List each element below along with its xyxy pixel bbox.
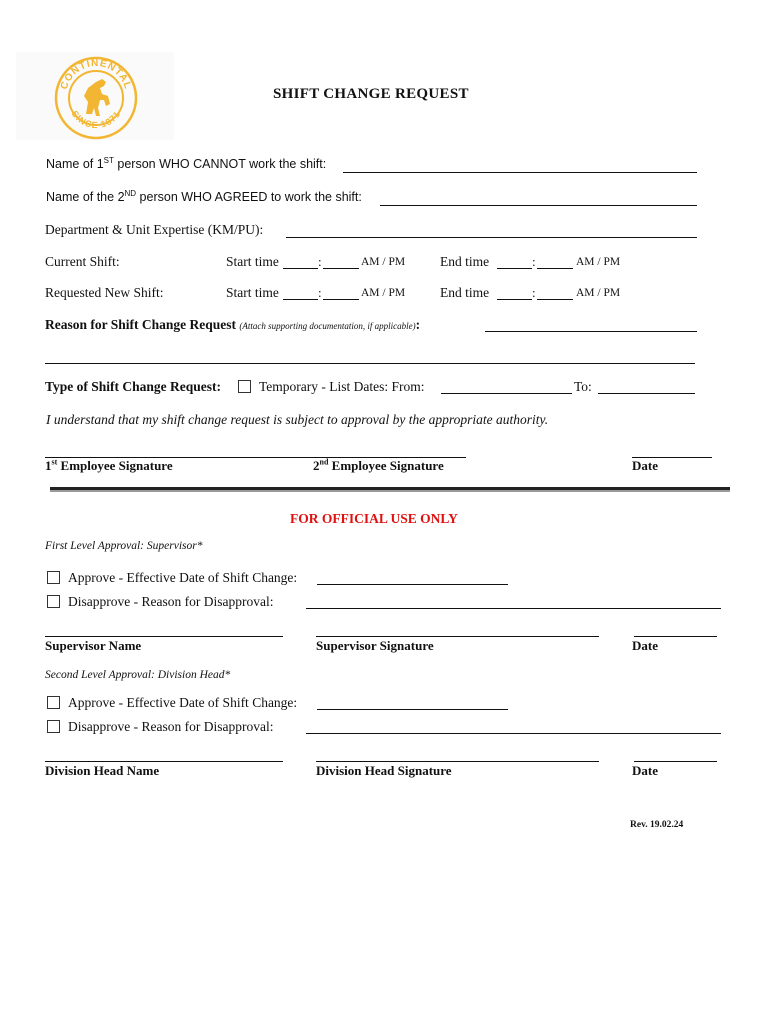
supervisor-name-line[interactable]: [45, 636, 283, 637]
division-head-signature-line[interactable]: [316, 761, 599, 762]
requested-end-label: End time: [440, 285, 490, 300]
acknowledgement-text: I understand that my shift change request is subject to approval by the appropriate authority.: [46, 412, 549, 427]
second-person-name-field[interactable]: [380, 205, 697, 206]
official-use-heading: FOR OFFICIAL USE ONLY: [290, 511, 458, 526]
division-head-date-line[interactable]: [634, 761, 717, 762]
to-date-field[interactable]: [598, 393, 695, 394]
temporary-checkbox[interactable]: [238, 380, 251, 393]
first-disapproval-reason-field[interactable]: [306, 608, 721, 609]
division-head-signature-label: Division Head Signature: [316, 763, 452, 778]
type-label: Type of Shift Change Request:: [45, 379, 222, 394]
reason-label: Reason for Shift Change Request (Attach supporting documentation, if applicable):: [45, 317, 421, 332]
page-title: SHIFT CHANGE REQUEST: [273, 86, 469, 102]
second-employee-signature-label: 2nd Employee Signature: [313, 457, 444, 473]
logo-bottom-text: SINCE 1871: [69, 108, 123, 131]
supervisor-signature-label: Supervisor Signature: [316, 638, 434, 653]
second-person-label: Name of the 2ND person WHO AGREED to work the shift:: [46, 188, 362, 204]
current-start-hour-field[interactable]: [283, 268, 318, 269]
requested-start-hour-field[interactable]: [283, 299, 318, 300]
reason-field[interactable]: [485, 331, 697, 332]
first-approve-checkbox[interactable]: [47, 571, 60, 584]
second-effective-date-field[interactable]: [317, 709, 508, 710]
first-person-name-field[interactable]: [343, 172, 697, 173]
current-start-minute-field[interactable]: [323, 268, 359, 269]
time-colon: :: [532, 285, 536, 300]
section-divider-shadow: [50, 490, 730, 492]
current-shift-label: Current Shift:: [45, 254, 120, 269]
current-end-ampm[interactable]: AM / PM: [576, 256, 621, 268]
department-field[interactable]: [286, 237, 697, 238]
requested-end-hour-field[interactable]: [497, 299, 532, 300]
current-start-ampm[interactable]: AM / PM: [361, 256, 406, 268]
second-disapprove-label: Disapprove - Reason for Disapproval:: [68, 719, 274, 734]
department-label: Department & Unit Expertise (KM/PU):: [45, 222, 264, 237]
current-end-label: End time: [440, 254, 490, 269]
time-colon: :: [318, 254, 322, 269]
second-disapproval-reason-field[interactable]: [306, 733, 721, 734]
requested-start-minute-field[interactable]: [323, 299, 359, 300]
requested-end-minute-field[interactable]: [537, 299, 573, 300]
company-logo: [16, 52, 174, 140]
to-label: To:: [574, 379, 592, 394]
employee-date-label: Date: [632, 458, 658, 473]
current-end-minute-field[interactable]: [537, 268, 573, 269]
from-date-field[interactable]: [441, 393, 572, 394]
time-colon: :: [318, 285, 322, 300]
requested-shift-label: Requested New Shift:: [45, 285, 164, 300]
reason-field-line-2[interactable]: [45, 363, 695, 364]
logo-emblem: [16, 52, 174, 140]
time-colon: :: [532, 254, 536, 269]
requested-start-label: Start time: [226, 285, 279, 300]
second-approve-checkbox[interactable]: [47, 696, 60, 709]
first-person-label: Name of 1ST person WHO CANNOT work the shift:: [46, 155, 327, 171]
first-level-title: First Level Approval: Supervisor*: [45, 540, 203, 552]
supervisor-date-line[interactable]: [634, 636, 717, 637]
second-level-title: Second Level Approval: Division Head*: [45, 669, 231, 681]
supervisor-date-label: Date: [632, 638, 658, 653]
division-head-name-label: Division Head Name: [45, 763, 160, 778]
temporary-option-label: Temporary - List Dates: From:: [259, 379, 425, 394]
current-start-label: Start time: [226, 254, 279, 269]
supervisor-signature-line[interactable]: [316, 636, 599, 637]
first-employee-signature-label: 1st Employee Signature: [45, 457, 173, 473]
first-disapprove-checkbox[interactable]: [47, 595, 60, 608]
current-end-hour-field[interactable]: [497, 268, 532, 269]
second-approve-label: Approve - Effective Date of Shift Change:: [68, 695, 298, 710]
division-head-name-line[interactable]: [45, 761, 283, 762]
first-disapprove-label: Disapprove - Reason for Disapproval:: [68, 594, 274, 609]
requested-end-ampm[interactable]: AM / PM: [576, 287, 621, 299]
revision-label: Rev. 19.02.24: [630, 820, 684, 830]
supervisor-name-label: Supervisor Name: [45, 638, 142, 653]
division-head-date-label: Date: [632, 763, 658, 778]
second-disapprove-checkbox[interactable]: [47, 720, 60, 733]
first-effective-date-field[interactable]: [317, 584, 508, 585]
logo-top-text: CONTINENTAL: [58, 57, 134, 91]
requested-start-ampm[interactable]: AM / PM: [361, 287, 406, 299]
first-approve-label: Approve - Effective Date of Shift Change:: [68, 570, 298, 585]
horse-icon: [84, 79, 110, 116]
